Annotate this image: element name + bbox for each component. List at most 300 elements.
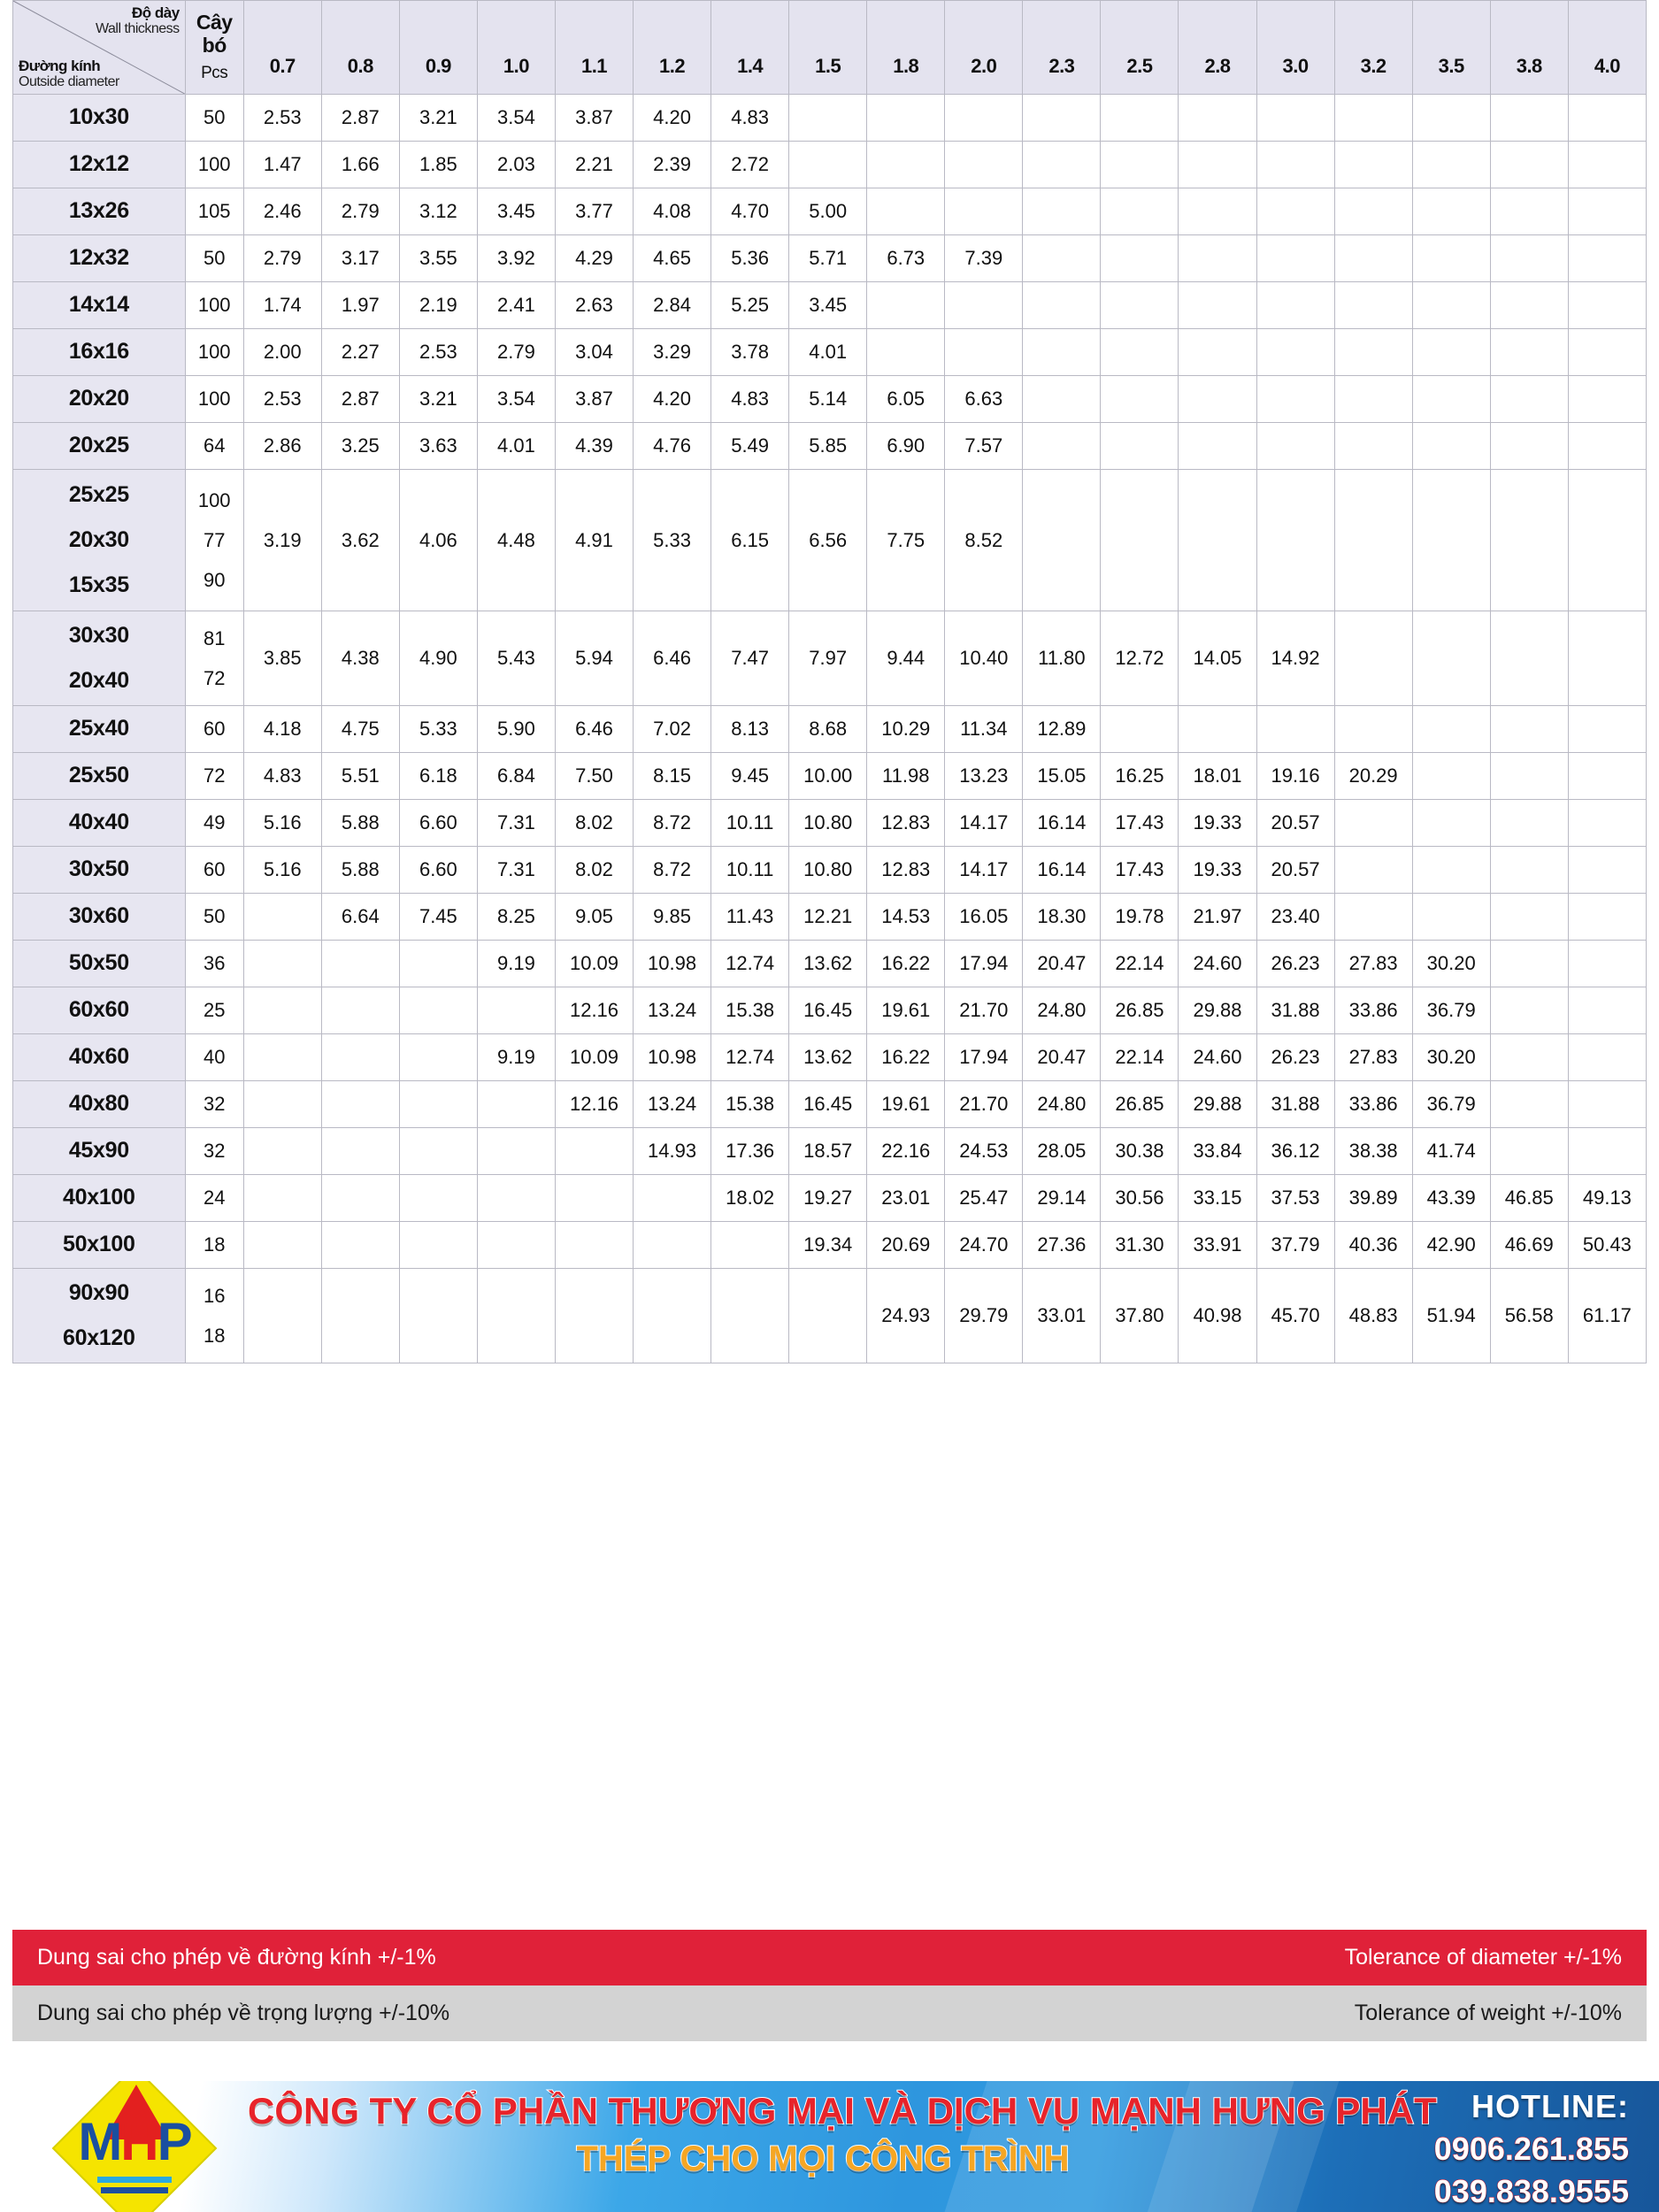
weight-cell xyxy=(399,1175,477,1222)
weight-cell xyxy=(1490,800,1568,847)
row-dimension-cell xyxy=(13,376,186,423)
weight-cell: 12.83 xyxy=(867,800,945,847)
weight-cell xyxy=(555,1128,633,1175)
weight-cell: 10.11 xyxy=(711,800,789,847)
weight-cell xyxy=(1179,376,1256,423)
wall-thickness-en: Wall thickness xyxy=(96,21,180,37)
weight-cell xyxy=(1568,282,1646,329)
hotline-number-2[interactable]: 039.838.9555 xyxy=(1433,2173,1629,2209)
pcs-stack xyxy=(186,1178,243,1217)
weight-cell: 17.43 xyxy=(1101,800,1179,847)
dimension-stack xyxy=(13,1034,185,1079)
weight-cell: 12.16 xyxy=(555,987,633,1034)
pcs-stack xyxy=(186,896,243,936)
weight-cell xyxy=(1490,753,1568,800)
dimension-label: 12x12 xyxy=(68,151,129,177)
dimension-label: 40x80 xyxy=(68,1091,129,1117)
weight-cell: 19.16 xyxy=(1256,753,1334,800)
weight-cell: 4.38 xyxy=(321,611,399,706)
weight-cell: 4.91 xyxy=(555,470,633,611)
weight-cell: 10.00 xyxy=(789,753,867,800)
weight-cell: 7.50 xyxy=(555,753,633,800)
weight-cell: 33.84 xyxy=(1179,1128,1256,1175)
weight-cell: 49.13 xyxy=(1568,1175,1646,1222)
company-name: CÔNG TY CỔ PHẦN THƯƠNG MẠI VÀ DỊCH VỤ MẠNH HƯNG PHÁT xyxy=(248,2090,1437,2131)
weight-cell xyxy=(1490,470,1568,611)
weight-cell: 6.90 xyxy=(867,423,945,470)
dimension-stack xyxy=(13,1081,185,1126)
weight-cell: 29.88 xyxy=(1179,987,1256,1034)
weight-cell: 3.85 xyxy=(243,611,321,706)
weight-cell: 1.47 xyxy=(243,142,321,188)
table-corner-header xyxy=(13,1,186,95)
spec-table xyxy=(12,0,1647,1363)
weight-cell: 14.05 xyxy=(1179,611,1256,706)
weight-cell: 3.04 xyxy=(555,329,633,376)
thickness-header-label: 3.5 xyxy=(1438,54,1464,77)
weight-cell: 45.70 xyxy=(1256,1269,1334,1363)
weight-cell xyxy=(1101,376,1179,423)
dimension-stack xyxy=(13,1128,185,1173)
weight-cell: 6.56 xyxy=(789,470,867,611)
row-pcs-cell xyxy=(185,894,243,941)
pcs-value: 100 xyxy=(197,388,231,411)
dimension-label: 30x60 xyxy=(68,903,129,929)
pcs-value: 60 xyxy=(203,858,226,881)
weight-cell xyxy=(1568,706,1646,753)
weight-cell: 9.19 xyxy=(477,1034,555,1081)
weight-cell: 18.02 xyxy=(711,1175,789,1222)
weight-cell xyxy=(1256,188,1334,235)
tolerance-section xyxy=(12,1930,1647,2041)
row-pcs-cell xyxy=(185,142,243,188)
banner-text-block xyxy=(248,2090,1437,2179)
weight-cell xyxy=(477,1222,555,1269)
weight-cell xyxy=(1101,235,1179,282)
weight-cell: 14.17 xyxy=(945,847,1023,894)
table-row xyxy=(13,142,1647,188)
dimension-label: 15x35 xyxy=(68,572,129,598)
row-pcs-cell xyxy=(185,95,243,142)
weight-cell xyxy=(1490,1128,1568,1175)
weight-cell xyxy=(243,1269,321,1363)
weight-cell: 5.33 xyxy=(399,706,477,753)
table-row xyxy=(13,611,1647,706)
table-row xyxy=(13,282,1647,329)
hotline-block xyxy=(1434,2088,1629,2210)
weight-cell xyxy=(867,188,945,235)
weight-cell xyxy=(1256,470,1334,611)
weight-cell: 10.09 xyxy=(555,1034,633,1081)
weight-cell: 24.60 xyxy=(1179,1034,1256,1081)
weight-cell: 9.19 xyxy=(477,941,555,987)
pcs-stack xyxy=(186,709,243,749)
weight-cell xyxy=(1101,329,1179,376)
company-slogan: THÉP CHO MỌI CÔNG TRÌNH xyxy=(576,2139,1070,2178)
row-dimension-cell xyxy=(13,329,186,376)
thickness-header-label: 1.5 xyxy=(815,54,841,77)
weight-cell: 17.94 xyxy=(945,941,1023,987)
row-dimension-cell xyxy=(13,847,186,894)
weight-cell: 38.38 xyxy=(1334,1128,1412,1175)
weight-cell: 3.63 xyxy=(399,423,477,470)
weight-cell: 22.14 xyxy=(1101,1034,1179,1081)
weight-cell: 12.89 xyxy=(1023,706,1101,753)
weight-cell: 2.87 xyxy=(321,95,399,142)
weight-cell xyxy=(711,1222,789,1269)
weight-cell xyxy=(1101,95,1179,142)
weight-cell: 3.55 xyxy=(399,235,477,282)
weight-cell: 5.14 xyxy=(789,376,867,423)
weight-cell xyxy=(1334,142,1412,188)
table-row xyxy=(13,188,1647,235)
pcs-stack xyxy=(186,803,243,842)
weight-cell: 2.86 xyxy=(243,423,321,470)
weight-cell xyxy=(1101,282,1179,329)
weight-cell xyxy=(555,1222,633,1269)
pcs-value: 100 xyxy=(197,341,231,364)
weight-cell: 30.20 xyxy=(1412,941,1490,987)
weight-cell: 3.45 xyxy=(789,282,867,329)
weight-cell: 22.16 xyxy=(867,1128,945,1175)
dimension-stack xyxy=(13,800,185,845)
weight-cell xyxy=(555,1269,633,1363)
dimension-stack xyxy=(13,706,185,751)
weight-cell: 12.83 xyxy=(867,847,945,894)
spec-table-container xyxy=(12,0,1647,1363)
weight-cell xyxy=(1568,753,1646,800)
pcs-value: 81 xyxy=(203,626,226,649)
weight-cell: 13.62 xyxy=(789,941,867,987)
weight-cell: 12.74 xyxy=(711,1034,789,1081)
pcs-stack xyxy=(186,943,243,983)
weight-cell: 15.38 xyxy=(711,987,789,1034)
dimension-label: 60x120 xyxy=(63,1325,135,1350)
weight-cell xyxy=(1412,282,1490,329)
weight-cell: 33.91 xyxy=(1179,1222,1256,1269)
table-row xyxy=(13,800,1647,847)
tolerance-diameter-vn: Dung sai cho phép về đường kính +/-1% xyxy=(37,1945,436,1970)
weight-cell xyxy=(477,1081,555,1128)
row-dimension-cell xyxy=(13,1222,186,1269)
weight-cell: 7.45 xyxy=(399,894,477,941)
tolerance-weight-vn: Dung sai cho phép về trọng lượng +/-10% xyxy=(37,2001,450,2025)
row-dimension-cell xyxy=(13,1175,186,1222)
weight-cell: 8.25 xyxy=(477,894,555,941)
dimension-label: 13x26 xyxy=(68,198,129,224)
weight-cell: 3.87 xyxy=(555,95,633,142)
dimension-label: 20x40 xyxy=(68,668,129,693)
weight-cell xyxy=(1490,894,1568,941)
dimension-label: 20x30 xyxy=(68,526,129,552)
pcs-stack xyxy=(186,1276,243,1356)
weight-cell: 2.79 xyxy=(477,329,555,376)
dimension-label: 40x60 xyxy=(68,1044,129,1070)
row-dimension-cell xyxy=(13,987,186,1034)
weight-cell xyxy=(1490,376,1568,423)
table-row xyxy=(13,470,1647,611)
table-row xyxy=(13,894,1647,941)
pcs-value: 72 xyxy=(203,764,226,787)
weight-cell: 7.75 xyxy=(867,470,945,611)
weight-cell xyxy=(1101,188,1179,235)
weight-cell: 20.57 xyxy=(1256,847,1334,894)
weight-cell: 2.46 xyxy=(243,188,321,235)
dimension-label: 30x50 xyxy=(68,856,129,882)
weight-cell xyxy=(1334,282,1412,329)
weight-cell: 10.40 xyxy=(945,611,1023,706)
weight-cell: 1.66 xyxy=(321,142,399,188)
weight-cell: 16.14 xyxy=(1023,800,1101,847)
weight-cell: 30.56 xyxy=(1101,1175,1179,1222)
weight-cell: 5.90 xyxy=(477,706,555,753)
row-pcs-cell xyxy=(185,470,243,611)
weight-cell: 10.11 xyxy=(711,847,789,894)
weight-cell: 2.27 xyxy=(321,329,399,376)
weight-cell: 8.52 xyxy=(945,470,1023,611)
weight-cell: 7.47 xyxy=(711,611,789,706)
weight-cell xyxy=(321,941,399,987)
weight-cell xyxy=(1179,95,1256,142)
row-pcs-cell xyxy=(185,329,243,376)
weight-cell: 41.74 xyxy=(1412,1128,1490,1175)
weight-cell: 6.73 xyxy=(867,235,945,282)
outside-diameter-vn: Đường kính xyxy=(19,58,101,75)
weight-cell: 3.19 xyxy=(243,470,321,611)
weight-cell: 3.21 xyxy=(399,95,477,142)
weight-cell: 46.85 xyxy=(1490,1175,1568,1222)
row-pcs-cell xyxy=(185,611,243,706)
weight-cell xyxy=(1412,376,1490,423)
weight-cell: 3.54 xyxy=(477,95,555,142)
table-row xyxy=(13,706,1647,753)
weight-cell: 7.97 xyxy=(789,611,867,706)
weight-cell: 46.69 xyxy=(1490,1222,1568,1269)
row-dimension-cell xyxy=(13,706,186,753)
weight-cell xyxy=(1568,95,1646,142)
weight-cell xyxy=(399,1081,477,1128)
weight-cell: 16.45 xyxy=(789,987,867,1034)
weight-cell: 29.88 xyxy=(1179,1081,1256,1128)
pcs-stack xyxy=(186,1131,243,1171)
weight-cell xyxy=(1490,423,1568,470)
dimension-label: 40x100 xyxy=(63,1185,135,1210)
weight-cell xyxy=(1179,142,1256,188)
row-dimension-cell xyxy=(13,95,186,142)
weight-cell: 5.94 xyxy=(555,611,633,706)
weight-cell xyxy=(1412,847,1490,894)
weight-cell: 4.90 xyxy=(399,611,477,706)
row-pcs-cell xyxy=(185,753,243,800)
weight-cell: 5.88 xyxy=(321,800,399,847)
thickness-header-2.0 xyxy=(945,1,1023,95)
weight-cell: 2.03 xyxy=(477,142,555,188)
weight-cell: 11.98 xyxy=(867,753,945,800)
weight-cell: 19.34 xyxy=(789,1222,867,1269)
weight-cell: 4.18 xyxy=(243,706,321,753)
dimension-label: 12x32 xyxy=(68,245,129,271)
weight-cell xyxy=(1179,706,1256,753)
thickness-header-3.0 xyxy=(1256,1,1334,95)
weight-cell xyxy=(321,1222,399,1269)
weight-cell: 42.90 xyxy=(1412,1222,1490,1269)
thickness-header-0.7 xyxy=(243,1,321,95)
thickness-header-label: 2.3 xyxy=(1048,54,1075,77)
pcs-value: 18 xyxy=(203,1325,226,1347)
weight-cell xyxy=(945,282,1023,329)
pcs-value: 16 xyxy=(203,1284,226,1307)
weight-cell: 30.20 xyxy=(1412,1034,1490,1081)
dimension-label: 25x25 xyxy=(68,481,129,507)
thickness-header-0.9 xyxy=(399,1,477,95)
weight-cell: 14.53 xyxy=(867,894,945,941)
weight-cell: 3.21 xyxy=(399,376,477,423)
weight-cell: 10.98 xyxy=(634,1034,711,1081)
weight-cell xyxy=(1023,282,1101,329)
thickness-header-label: 1.4 xyxy=(737,54,764,77)
weight-cell xyxy=(477,987,555,1034)
weight-cell: 14.92 xyxy=(1256,611,1334,706)
pcs-value: 60 xyxy=(203,718,226,741)
weight-cell: 25.47 xyxy=(945,1175,1023,1222)
weight-cell xyxy=(1334,376,1412,423)
row-pcs-cell xyxy=(185,1034,243,1081)
weight-cell: 11.34 xyxy=(945,706,1023,753)
weight-cell: 4.65 xyxy=(634,235,711,282)
weight-cell: 3.25 xyxy=(321,423,399,470)
row-dimension-cell xyxy=(13,423,186,470)
weight-cell xyxy=(1256,423,1334,470)
weight-cell: 10.80 xyxy=(789,847,867,894)
weight-cell xyxy=(1023,376,1101,423)
thickness-header-label: 3.0 xyxy=(1282,54,1309,77)
weight-cell: 4.76 xyxy=(634,423,711,470)
weight-cell: 29.14 xyxy=(1023,1175,1101,1222)
weight-cell xyxy=(945,95,1023,142)
weight-cell: 27.83 xyxy=(1334,1034,1412,1081)
row-pcs-cell xyxy=(185,1222,243,1269)
weight-cell: 40.36 xyxy=(1334,1222,1412,1269)
table-row xyxy=(13,1034,1647,1081)
dimension-stack xyxy=(13,329,185,374)
weight-cell: 16.45 xyxy=(789,1081,867,1128)
pcs-stack xyxy=(186,618,243,698)
weight-cell: 50.43 xyxy=(1568,1222,1646,1269)
weight-cell: 19.61 xyxy=(867,1081,945,1128)
weight-cell xyxy=(1412,95,1490,142)
weight-cell xyxy=(1334,95,1412,142)
weight-cell xyxy=(1256,706,1334,753)
weight-cell: 30.38 xyxy=(1101,1128,1179,1175)
hotline-number-1[interactable]: 0906.261.855 xyxy=(1433,2131,1629,2167)
weight-cell: 27.83 xyxy=(1334,941,1412,987)
dimension-stack xyxy=(13,987,185,1033)
row-dimension-cell xyxy=(13,611,186,706)
dimension-label: 25x50 xyxy=(68,763,129,788)
weight-cell xyxy=(1568,1128,1646,1175)
table-row xyxy=(13,423,1647,470)
weight-cell xyxy=(1490,188,1568,235)
weight-cell xyxy=(1334,235,1412,282)
weight-cell xyxy=(1490,987,1568,1034)
weight-cell xyxy=(399,1269,477,1363)
pcs-value: 24 xyxy=(203,1187,226,1210)
weight-cell xyxy=(1568,941,1646,987)
weight-cell xyxy=(1568,800,1646,847)
weight-cell xyxy=(634,1269,711,1363)
weight-cell xyxy=(1490,95,1568,142)
dimension-label: 20x20 xyxy=(68,386,129,411)
thickness-header-label: 1.0 xyxy=(503,54,529,77)
weight-cell xyxy=(1334,423,1412,470)
weight-cell xyxy=(1179,282,1256,329)
pcs-value: 32 xyxy=(203,1093,226,1116)
weight-cell: 7.39 xyxy=(945,235,1023,282)
pcs-value: 50 xyxy=(203,905,226,928)
weight-cell xyxy=(1023,235,1101,282)
row-pcs-cell xyxy=(185,706,243,753)
weight-cell xyxy=(1256,235,1334,282)
weight-cell: 43.39 xyxy=(1412,1175,1490,1222)
weight-cell xyxy=(789,1269,867,1363)
thickness-header-label: 0.8 xyxy=(347,54,373,77)
tolerance-weight-row xyxy=(12,1985,1647,2041)
weight-cell xyxy=(1101,706,1179,753)
weight-cell: 37.79 xyxy=(1256,1222,1334,1269)
table-body xyxy=(13,95,1647,1363)
weight-cell xyxy=(1023,470,1101,611)
weight-cell xyxy=(399,987,477,1034)
weight-cell: 17.36 xyxy=(711,1128,789,1175)
weight-cell: 19.33 xyxy=(1179,800,1256,847)
weight-cell: 2.41 xyxy=(477,282,555,329)
pcs-stack xyxy=(186,191,243,231)
row-pcs-cell xyxy=(185,423,243,470)
row-dimension-cell xyxy=(13,800,186,847)
dimension-label: 60x60 xyxy=(68,997,129,1023)
weight-cell: 3.62 xyxy=(321,470,399,611)
row-pcs-cell xyxy=(185,1081,243,1128)
weight-cell: 61.17 xyxy=(1568,1269,1646,1363)
weight-cell xyxy=(477,1175,555,1222)
pcs-stack xyxy=(186,480,243,600)
thickness-header-1.1 xyxy=(555,1,633,95)
weight-cell xyxy=(1179,329,1256,376)
weight-cell xyxy=(1101,470,1179,611)
weight-cell: 1.85 xyxy=(399,142,477,188)
weight-cell: 24.60 xyxy=(1179,941,1256,987)
weight-cell xyxy=(1256,282,1334,329)
weight-cell: 5.36 xyxy=(711,235,789,282)
weight-cell: 10.29 xyxy=(867,706,945,753)
pcs-value: 32 xyxy=(203,1140,226,1163)
weight-cell: 13.23 xyxy=(945,753,1023,800)
weight-cell xyxy=(1412,470,1490,611)
pcs-stack xyxy=(186,285,243,325)
weight-cell: 20.29 xyxy=(1334,753,1412,800)
tolerance-weight-en: Tolerance of weight +/-10% xyxy=(1354,2001,1622,2025)
dimension-stack xyxy=(13,847,185,892)
weight-cell: 7.02 xyxy=(634,706,711,753)
weight-cell xyxy=(1412,423,1490,470)
weight-cell xyxy=(1490,941,1568,987)
weight-cell: 3.17 xyxy=(321,235,399,282)
dimension-stack xyxy=(13,894,185,939)
weight-cell xyxy=(1568,987,1646,1034)
weight-cell: 11.43 xyxy=(711,894,789,941)
weight-cell xyxy=(321,1034,399,1081)
weight-cell: 20.47 xyxy=(1023,1034,1101,1081)
